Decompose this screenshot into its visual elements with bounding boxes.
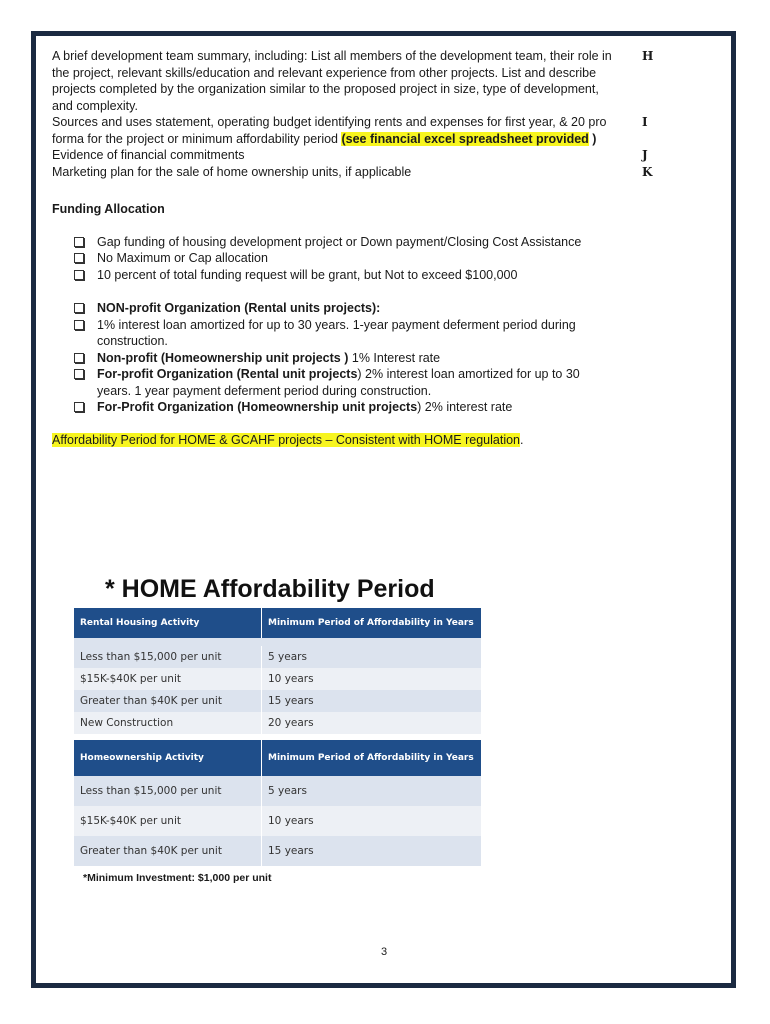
table-header-row [74, 608, 482, 638]
column-header: Minimum Period of Affordability in Years [262, 740, 482, 776]
checkbox-icon [74, 237, 84, 247]
list-item [52, 366, 617, 399]
affordability-note-text: Affordability Period for HOME & GCAHF projects – Consistent with HOME regulation [52, 432, 520, 447]
minimum-investment-note: *Minimum Investment: $1,000 per unit [83, 872, 272, 884]
list-item-bold: Non-profit (Homeownership unit projects ) [97, 350, 349, 365]
table-row [74, 646, 482, 668]
highlighted-note: (see financial excel spreadsheet provided [341, 131, 589, 146]
requirement-h [52, 48, 672, 114]
list-item [52, 399, 617, 416]
checkbox-icon [74, 253, 84, 263]
list-item-text: 1% interest loan amortized for up to 30 years. 1-year payment deferment period during construction. [97, 317, 576, 348]
list-item-text: 10 percent of total funding request will be grant, but Not to exceed $100,000 [97, 267, 518, 282]
requirement-j [52, 147, 672, 164]
table-cell: Greater than $40K per unit [74, 836, 262, 866]
page-number: 3 [381, 946, 388, 958]
list-item-text: Gap funding of housing development project or Down payment/Closing Cost Assistance [97, 234, 582, 249]
list-item [52, 300, 617, 317]
table-row [74, 806, 482, 836]
table-row [74, 776, 482, 806]
table-cell: 5 years [262, 646, 482, 668]
requirement-k [52, 164, 672, 181]
table-cell: 10 years [262, 806, 482, 836]
requirement-text: A brief development team summary, including: List all members of the development team, their role in the project, relevant skills/education and relevant experience from other projects. List and describe projects completed by the organization similar to the proposed project in size, type of development, and complexity. [52, 49, 612, 113]
list-item [52, 350, 617, 367]
checkbox-icon [74, 353, 84, 363]
table-row [74, 668, 482, 690]
table-row [74, 690, 482, 712]
requirement-code: J [642, 148, 648, 162]
table-cell: New Construction [74, 712, 262, 734]
list-item [52, 267, 617, 284]
table-cell: 5 years [262, 776, 482, 806]
list-item [52, 234, 617, 251]
requirement-text [52, 114, 612, 147]
list-item-bold: NON-profit Organization (Rental units projects): [97, 301, 381, 315]
spacer-cell [74, 638, 482, 646]
list-item [52, 317, 617, 350]
list-item-text: 1% Interest rate [348, 350, 441, 365]
list-item-text: No Maximum or Cap allocation [97, 251, 268, 265]
funding-list-organizations [52, 300, 702, 416]
list-item [52, 250, 617, 267]
checkbox-icon [74, 303, 84, 313]
column-header: Minimum Period of Affordability in Years [262, 608, 482, 638]
table-cell: 15 years [262, 836, 482, 866]
table-spacer [74, 638, 482, 646]
requirement-text-end: ) [588, 131, 597, 146]
checkbox-icon [74, 270, 84, 280]
requirement-text-part: Sources and uses statement, operating budget identifying rents and expenses for first year, & 20 pro forma for the project or minimum affordability period [52, 115, 607, 146]
table-cell: 10 years [262, 668, 482, 690]
column-header: Rental Housing Activity [74, 608, 262, 638]
requirement-text: Marketing plan for the sale of home ownership units, if applicable [52, 164, 412, 179]
home-affordability-title: * HOME Affordability Period [105, 575, 435, 603]
affordability-note-end: . [520, 432, 524, 447]
requirement-text: Evidence of financial commitments [52, 148, 245, 162]
affordability-note [52, 432, 702, 449]
requirement-i [52, 114, 672, 147]
table-header-row [74, 740, 482, 776]
list-item-bold: For-profit Organization (Rental unit projects [97, 367, 358, 381]
list-item-text: ) 2% interest rate [417, 400, 513, 414]
requirement-code: K [642, 164, 653, 179]
table-cell: $15K-$40K per unit [74, 806, 262, 836]
requirement-code: H [642, 49, 654, 63]
rental-affordability-table [74, 608, 482, 734]
page-content [52, 48, 702, 448]
list-item-bold: For-Profit Organization (Homeownership unit projects [97, 400, 418, 414]
table-cell: Less than $15,000 per unit [74, 776, 262, 806]
checkbox-icon [74, 320, 84, 330]
homeownership-affordability-table [74, 740, 482, 866]
table-cell: 15 years [262, 690, 482, 712]
table-cell: Greater than $40K per unit [74, 690, 262, 712]
checkbox-icon [74, 402, 84, 412]
checkbox-icon [74, 369, 84, 379]
table-cell: $15K-$40K per unit [74, 668, 262, 690]
table-row [74, 836, 482, 866]
table-cell: 20 years [262, 712, 482, 734]
funding-list-general [52, 234, 702, 284]
list-item-text: ) 2% interest loan amortized for up to 30 years. 1 year payment deferment period during construction. [97, 367, 580, 398]
table-row [74, 712, 482, 734]
funding-heading: Funding Allocation [52, 202, 165, 216]
requirement-code: I [642, 115, 648, 129]
table-cell: Less than $15,000 per unit [74, 646, 262, 668]
column-header: Homeownership Activity [74, 740, 262, 776]
